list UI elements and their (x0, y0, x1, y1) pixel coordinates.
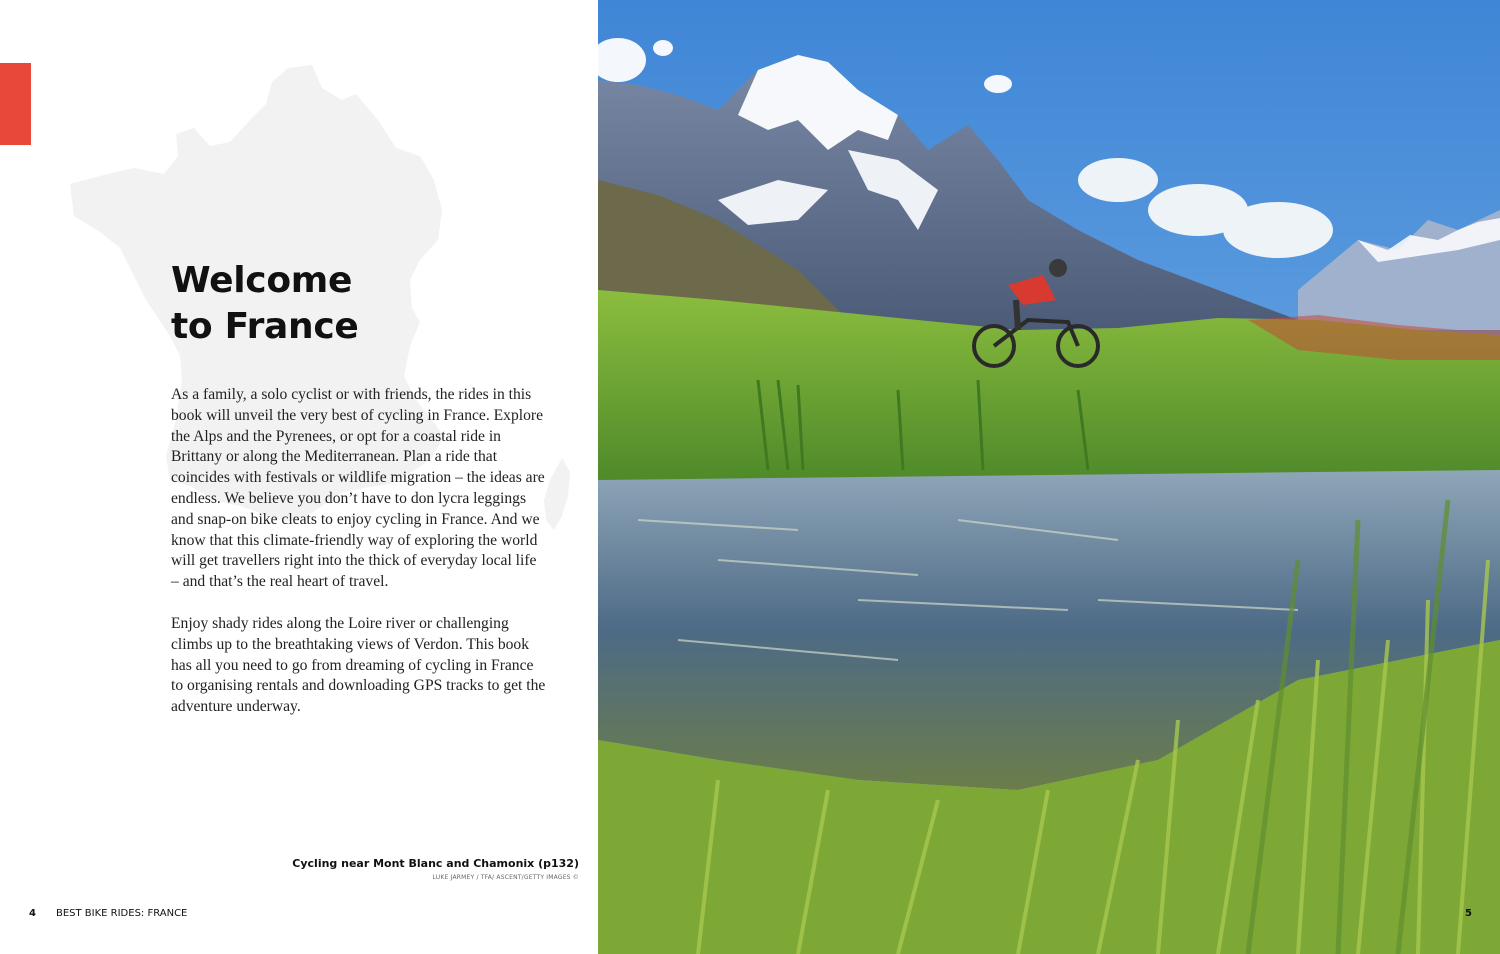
page-title (171, 258, 359, 350)
title-line-1: Welcome (171, 260, 353, 301)
page-number-right: 5 (1465, 908, 1472, 919)
intro-paragraph-1: As a family, a solo cyclist or with friends, the rides in this book will unveil the very best of cycling in France. Explore the Alps and the Pyrenees, or opt for a coastal ride in Brittany or along the Mediterranean. Plan a ride that coincides with festivals or wildlife migration – the ideas are endless. We believe you don’t have to don lycra leggings and snap-on bike cleats to enjoy cycling in France. And we know that this climate-friendly way of exploring the world will get travellers right into the thick of everyday local life – and that’s the real heart of travel. (171, 386, 545, 591)
intro-paragraph-2: Enjoy shady rides along the Loire river or challenging climbs up to the breathtaking views of Verdon. This book has all you need to go from dreaming of cycling in France to organising rentals and downloading GPS tracks to get the adventure underway. (171, 614, 546, 716)
landscape-photo (598, 0, 1500, 954)
body-text (171, 385, 546, 739)
photo-credit: LUKE JARMEY / TFA/ ASCENT/GETTY IMAGES © (432, 874, 579, 881)
running-head: BEST BIKE RIDES: FRANCE (55, 908, 188, 919)
photo-caption (292, 857, 579, 881)
page-number-left: 4 (29, 908, 36, 919)
red-tab (0, 63, 31, 145)
right-page (598, 0, 1500, 954)
left-page (0, 0, 598, 954)
left-folio (29, 908, 187, 919)
caption-title: Cycling near Mont Blanc and Chamonix (p132) (292, 857, 579, 870)
title-line-2: to France (171, 306, 359, 347)
